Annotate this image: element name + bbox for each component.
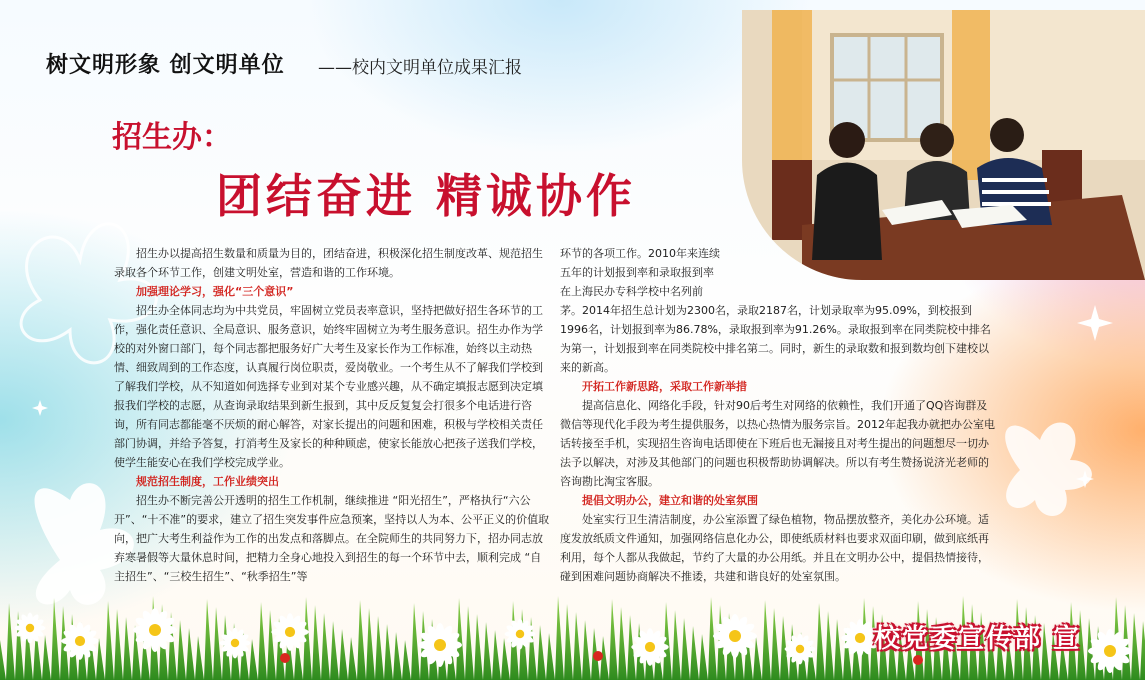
text-column-right [560,244,995,586]
system-paragraph: 招生办不断完善公开透明的招生工作机制，继续推进 “阳光招生”，严格执行“六公开”、“十不准”的要求，建立了招生突发事件应急预案，坚持以人为本、公平正义的价值取向，把广大考生利益作为工作的出发点和落脚点。在全院师生的共同努力下，招办同志放弃寒暑假等大量休息时间，把精力全身心地投入到招生的每一个环节中去，顺利完成 “自主招生”、“三校生招生”、“秋季招生”等 [114,494,550,583]
footer-signature: 校党委宣传部 宣 [874,624,1082,654]
continuation-line-2: 五年的计划报到率和录取报到率 [560,266,714,279]
civilized-office-paragraph: 处室实行卫生清洁制度，办公室添置了绿色植物，物品摆放整齐，美化办公环境。适度发放纸质文件通知，加强网络信息化办公，即使纸质材料也要求双面印刷，做到底纸再利用，每个人都从我做起，节约了大量的办公用纸。并且在文明办公中，提倡热情接待，碰到困难问题协商解决不推诿，共建和谐良好的处室氛围。 [560,513,989,583]
office-photo [742,10,1145,280]
header-title: 树文明形象 创文明单位 [46,53,285,78]
continuation-line-3: 在上海民办专科学校中名列前 [560,285,703,298]
section-heading-new-ideas: 开拓工作新思路，采取工作新举措 [582,380,747,393]
continuation-lines [560,244,740,301]
department-title: 招生办： [112,120,232,155]
new-ideas-paragraph: 提高信息化、网络化手段，针对90后考生对网络的依赖性，我们开通了QQ咨询群及微信等现代化手段为考生提供服务，以热心热情为服务宗旨。2012年起我办就把办公室电话转接至手机，实现招生咨询电话即使在下班后也无漏接且对考生提出的问题想尽一切办法予以解决，对涉及其他部门的问题也积极帮助协调解决。所以有考生赞扬说济光老师的咨询勘比淘宝客服。 [560,399,995,488]
continuation-line-1: 环节的各项工作。2010年来连续 [560,247,720,260]
butterfly-right-icon [1005,423,1092,516]
section-heading-system: 规范招生制度，工作业绩突出 [136,475,279,488]
section-heading-civilized-office: 提倡文明办公，建立和谐的处室氛围 [582,494,758,507]
section-heading-theory: 加强理论学习，强化“三个意识” [136,285,294,298]
slogan: 团结奋进 精诚协作 [216,169,637,223]
header-subtitle: ——校内文明单位成果汇报 [318,58,522,78]
enrollment-stats-paragraph: 茅。2014年招生总计划为2300名，录取2187名，计划录取率为95.09%，到校报到1996名，计划报到率为86.78%，录取报到率为91.26%。录取报到率在同类院校中排名为第一，计划报到率在同类院校中排名第二。同时，新生的录取数和报到数均创下建校以来的新高。 [560,304,991,374]
theory-paragraph: 招生办全体同志均为中共党员，牢固树立党员表率意识，坚持把做好招生各环节的工作，强化责任意识、全局意识、服务意识，始终牢固树立为考生服务意识。招生办作为学校的对外窗口部门，每个同志都把服务好广大考生及家长作为工作标准，始终以主动热情、细致周到的工作态度，认真履行岗位职责，爱岗敬业。一个考生从不了解我们学校到了解我们学校，从不知道如何选择专业到对某个专业感兴趣，从不确定填报志愿到决定填报我们学校的志愿，从查询录取结果到新生报到，其中反反复复会打很多个电话进行咨询，所有同志都能毫不厌烦的耐心解答，对家长提出的问题和困难，积极与学校相关责任部门协调，并给予答复，打消考生及家长的种种顾虑，使家长能放心把孩子送我们学校，使学生能安心在我们学校完成学业。 [114,304,543,469]
intro-paragraph: 招生办以提高招生数量和质量为目的，团结奋进，积极深化招生制度改革、规范招生录取各个环节工作，创建文明处室，营造和谐的工作环境。 [114,247,543,279]
text-column-left [114,244,550,586]
office-photo-illustration [742,10,1145,280]
